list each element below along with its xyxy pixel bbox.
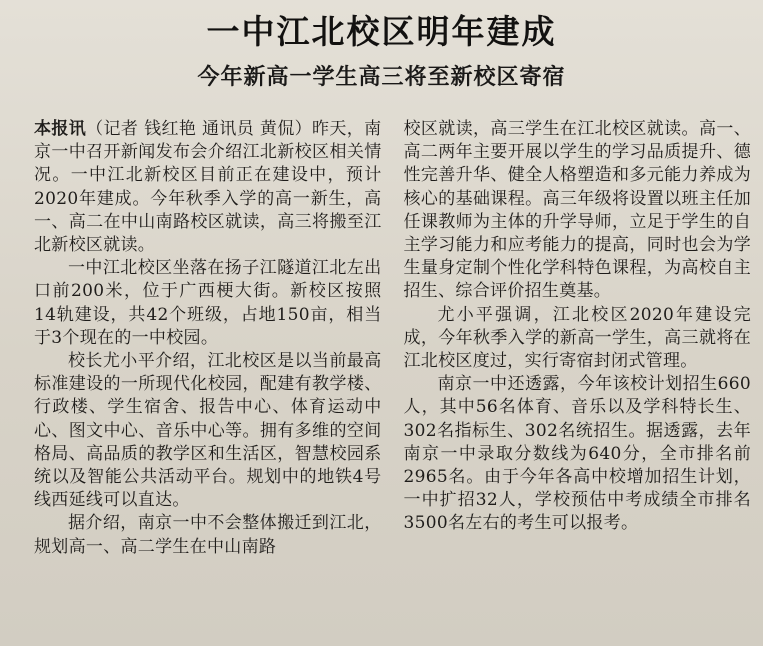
article-paragraph: 据介绍，南京一中不会整体搬迁到江北，规划高一、高二学生在中山南路 bbox=[34, 513, 382, 557]
lead-label: 本报讯 bbox=[34, 119, 87, 139]
article-column-right bbox=[404, 118, 752, 559]
article-paragraph bbox=[34, 118, 382, 257]
headline: 一中江北校区明年建成 bbox=[206, 12, 557, 51]
article-body bbox=[34, 118, 751, 559]
subheadline: 今年新高一学生高三将至新校区寄宿 bbox=[197, 65, 566, 90]
paragraph-text: （记者 钱红艳 通讯员 黄侃）昨天，南京一中召开新闻发布会介绍江北新校区相关情况。一中江北新校区目前正在建设中，预计2020年建成。今年秋季入学的高一新生，高一、高二在中山南路校区就读，高三将搬至江北新校区就读。 bbox=[34, 119, 382, 256]
article-paragraph: 尤小平强调，江北校区2020年建设完成，今年秋季入学的新高一学生，高三就将在江北校区度过，实行寄宿封闭式管理。 bbox=[403, 304, 751, 372]
article-paragraph: 校长尤小平介绍，江北校区是以当前最高标准建设的一所现代化校园，配建有教学楼、行政楼、学生宿舍、报告中心、体育运动中心、图文中心、音乐中心等。拥有多维的空间格局、高品质的教学区和生活区，智慧校园系统以及智能公共活动平台。规划中的地铁4号线西延线可以直达。 bbox=[34, 351, 382, 511]
article-paragraph: 一中江北校区坐落在扬子江隧道江北左出口前200米，位于广西梗大街。新校区按照14轨建设，共42个班级，占地150亩，相当于3个现在的一中校园。 bbox=[34, 258, 382, 348]
article-paragraph: 校区就读，高三学生在江北校区就读。高一、高二两年主要开展以学生的学习品质提升、德性完善升华、健全人格塑造和多元能力养成为核心的基础课程。高三年级将设置以班主任加任课教师为主体的升学导师，立足于学生的自主学习能力和应考能力的提高，同时也会为学生量身定制个性化学科特色课程，为高校自主招生、综合评价招生奠基。 bbox=[403, 119, 751, 302]
article-column-left bbox=[34, 118, 382, 559]
article-paragraph: 南京一中还透露，今年该校计划招生660人，其中56名体育、音乐以及学科特长生、302名指标生、302名统招生。据透露，去年南京一中录取分数线为640分，全市排名前2965名。由于今年各高中校增加招生计划，一中扩招32人，学校预估中考成绩全市排名3500名左右的考生可以报考。 bbox=[403, 374, 751, 534]
